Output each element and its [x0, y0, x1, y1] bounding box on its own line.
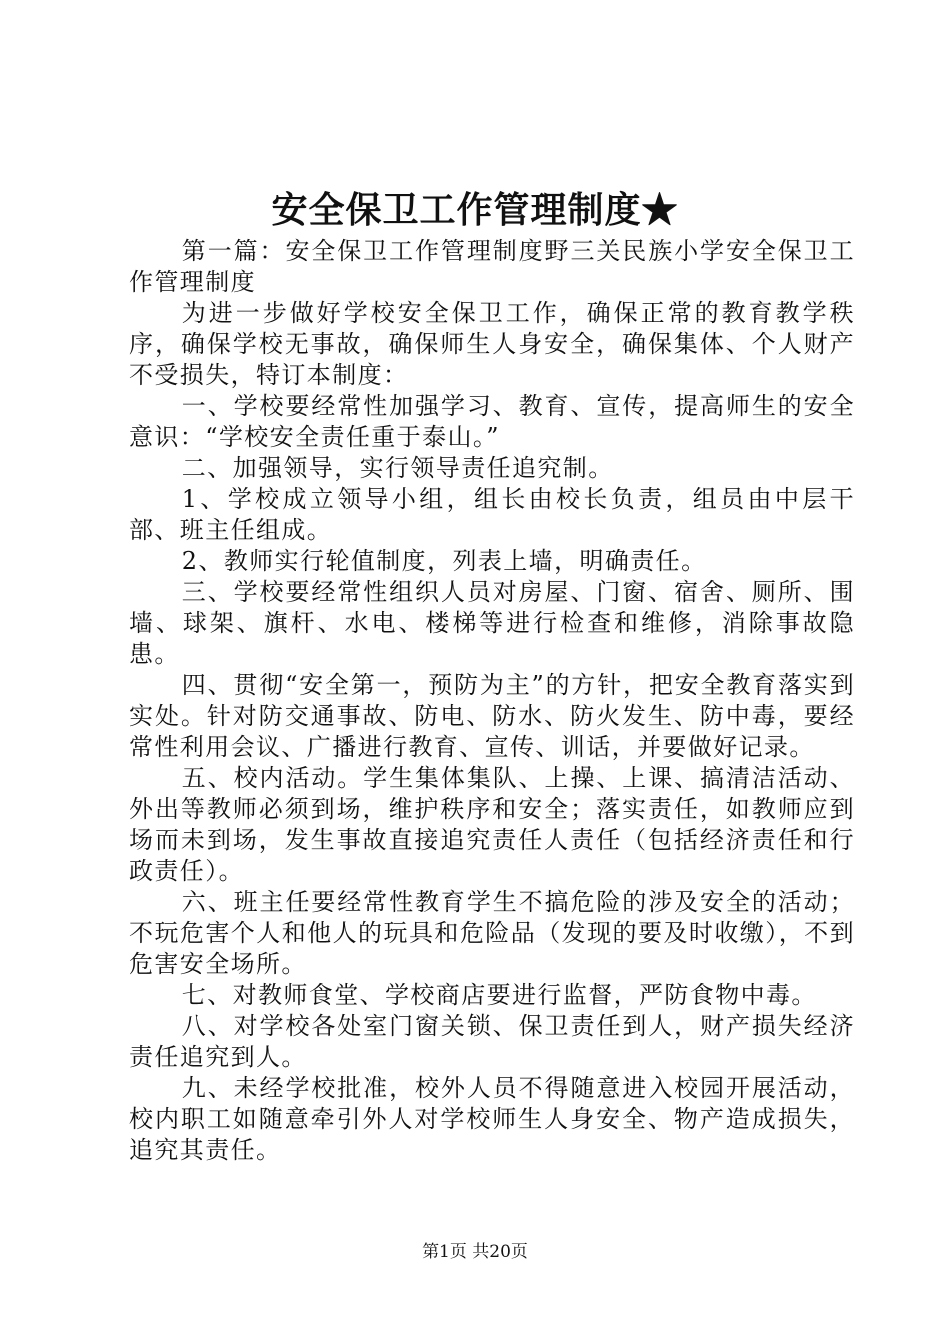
- paragraph: 九、未经学校批准，校外人员不得随意进入校园开展活动，校内职工如随意牵引外人对学校师生人身安全、物产造成损失，追究其责任。: [129, 1074, 855, 1164]
- document-body: [129, 236, 855, 1166]
- page-footer: 第1页 共20页: [422, 1242, 528, 1262]
- paragraph: 四、贯彻“安全第一，预防为主”的方针，把安全教育落实到实处。针对防交通事故、防电、防水、防火发生、防中毒，要经常性利用会议、广播进行教育、宣传、训话，并要做好记录。: [129, 671, 855, 761]
- paragraph: 1、学校成立领导小组，组长由校长负责，组员由中层干部、班主任组成。: [129, 485, 855, 544]
- paragraph: 五、校内活动。学生集体集队、上操、上课、搞清洁活动、外出等教师必须到场，维护秩序和安全；落实责任，如教师应到场而未到场，发生事故直接追究责任人责任（包括经济责任和行政责任）。: [129, 764, 855, 885]
- paragraph: 三、学校要经常性组织人员对房屋、门窗、宿舍、厕所、围墙、球架、旗杆、水电、楼梯等进行检查和维修，消除事故隐患。: [129, 578, 855, 668]
- paragraph: 为进一步做好学校安全保卫工作，确保正常的教育教学秩序，确保学校无事故，确保师生人身安全，确保集体、个人财产不受损失，特订本制度：: [129, 299, 855, 389]
- paragraph: 一、学校要经常性加强学习、教育、宣传，提高师生的安全意识：“学校安全责任重于泰山。”: [129, 392, 855, 451]
- paragraph: 六、班主任要经常性教育学生不搞危险的涉及安全的活动；不玩危害个人和他人的玩具和危险品（发现的要及时收缴），不到危害安全场所。: [129, 888, 855, 978]
- document-title: 安全保卫工作管理制度★: [271, 189, 679, 231]
- paragraph: 二、加强领导，实行领导责任追究制。: [181, 454, 614, 482]
- paragraph: 第一篇：安全保卫工作管理制度野三关民族小学安全保卫工作管理制度: [129, 237, 855, 296]
- paragraph: 2、教师实行轮值制度，列表上墙，明确责任。: [181, 547, 707, 575]
- paragraph: 八、对学校各处室门窗关锁、保卫责任到人，财产损失经济责任追究到人。: [129, 1012, 855, 1071]
- paragraph: 七、对教师食堂、学校商店要进行监督，严防食物中毒。: [181, 981, 817, 1009]
